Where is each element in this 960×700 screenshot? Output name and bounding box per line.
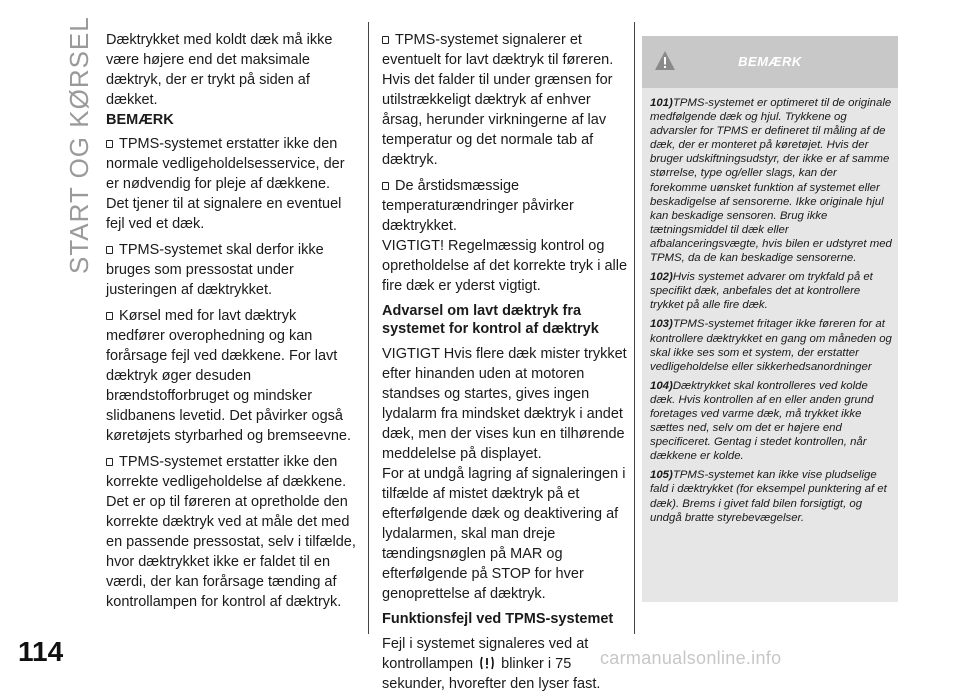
chapter-side-label: [58, 16, 98, 274]
text-column-1: [106, 30, 356, 618]
note-panel: [642, 36, 898, 602]
paragraph: For at undgå lagring af signaleringen i tilfælde af mistet dæktryk på et efterfølgende dæk og deaktivering af lydalarmen, skal man dreje tændingsnøglen på MAR og efterfølgende på STOP for hver genoprettelse af dæktryk.: [382, 466, 626, 602]
column-divider-1: [368, 22, 369, 634]
note-item: 103)TPMS-systemet fritager ikke føreren for at kontrollere dæktrykket en gang om måneden og skal ikke ses som et system, der erstatter vedligeholdelse eller sikkerhedsanordninger: [650, 318, 892, 373]
bullet-paragraph: TPMS-systemet skal derfor ikke bruges som pressostat under justeringen af dæktrykket.: [106, 242, 324, 298]
section-heading: Funktionsfejl ved TPMS-systemet: [382, 611, 614, 627]
note-item: 102)Hvis systemet advarer om trykfald på et specifikt dæk, anbefales det at kontrollere trykket på alle fire dæk.: [650, 271, 873, 312]
paragraph: Dæktrykket med koldt dæk må ikke være højere end det maksimale dæktryk, der er trykt på siden af dækket.: [106, 32, 333, 108]
bullet-paragraph: TPMS-systemet signalerer et eventuelt for lavt dæktryk til føreren. Hvis det falder til under grænsen for utilstrækkeligt dæktryk af enhver årsag, herunder virkningerne af lav temperatur og det normale tab af dæktryk.: [382, 32, 614, 168]
section-heading: BEMÆRK: [106, 112, 174, 128]
bullet-paragraph: De årstidsmæssige temperaturændringer påvirker dæktrykket.: [382, 178, 574, 234]
paragraph: VIGTIGT! Regelmæssig kontrol og opretholdelse af det korrekte tryk i alle fire dæk er yderst vigtigt.: [382, 238, 628, 294]
checkbox-bullet-icon: [382, 182, 389, 190]
column-divider-2: [634, 22, 635, 634]
checkbox-bullet-icon: [106, 140, 113, 148]
checkbox-bullet-icon: [106, 312, 113, 320]
checkbox-bullet-icon: [106, 458, 113, 466]
tire-pressure-warning-icon: [479, 655, 495, 671]
note-body: [642, 88, 898, 525]
note-title: BEMÆRK: [738, 54, 802, 69]
checkbox-bullet-icon: [382, 36, 389, 44]
text-column-2: [382, 30, 630, 700]
note-header: [642, 36, 898, 88]
note-item: 105)TPMS-systemet kan ikke vise pludselige fald i dæktrykket (for eksempel punktering af et dæk). Brems i givet fald bilen forsigtigt, og undgå bratte styrebevægelser.: [650, 469, 887, 524]
chapter-title: START OG KØRSEL: [64, 16, 94, 274]
checkbox-bullet-icon: [106, 246, 113, 254]
note-item: 101)TPMS-systemet er optimeret til de originale medfølgende dæk og hjul. Trykkene og advarsler for TPMS er defineret til måling af de dæk, der er monteret på køretøjet. Hvis der bruger udskiftningsudstyr, der ikke er af samme størrelse, type og/eller slags, kan der forekomme uønsket funktion af systemet eller beskadigelse af sensorerne. Ikke originale hjul kan beskadige sensoren. Brug ikke tætningsmiddel til dæk eller afbalanceringsvægte, hvis bilen er udstyret med TPMS, da de kan beskadige sensorerne.: [650, 97, 892, 265]
section-heading: Advarsel om lavt dæktryk fra systemet for kontrol af dæktryk: [382, 303, 599, 337]
bullet-paragraph: TPMS-systemet erstatter ikke den korrekte vedligeholdelse af dækkene. Det er op til føreren at opretholde den korrekte dæktryk ved at måle det med en passende pressostat, selv i tilfælde, hvor dæktrykket ikke er faldet til en værdi, der kan forårsage tænding af kontrollampen for kontrol af dæktryk.: [106, 454, 356, 610]
paragraph: Fejl i systemet signaleres ved at kontrollampen blinker i 75 sekunder, hvorefter den lyser fast.: [382, 636, 601, 692]
page-number: 114: [18, 636, 64, 667]
bullet-paragraph: Kørsel med for lavt dæktryk medfører overophedning og kan forårsage fejl ved dækkene. For lavt dæktryk øger desuden brændstofforbruget og mindsker slidbanens levetid. Det påvirker også køretøjets styrbarhed og bremseevne.: [106, 308, 351, 444]
watermark-text: carmanualsonline.info: [600, 648, 782, 668]
note-item: 104)Dæktrykket skal kontrolleres ved kolde dæk. Hvis kontrollen af en eller anden grund foretages ved varme dæk, må trykket ikke sættes ned, selv om det er højere end specificeret. Gentag i stedet kontrollen, når dækkene er kolde.: [650, 379, 874, 463]
bullet-paragraph: TPMS-systemet erstatter ikke den normale vedligeholdelsesservice, der er nødvendig for pleje af dækkene. Det tjener til at signalere en eventuel fejl ved et dæk.: [106, 136, 345, 232]
paragraph: VIGTIGT Hvis flere dæk mister trykket efter hinanden uden at motoren standses og startes, gives ingen lydalarm fra mindsket dæktryk i andet dæk, men der vises kun en tilhørende meddelelse på displayet.: [382, 346, 627, 462]
